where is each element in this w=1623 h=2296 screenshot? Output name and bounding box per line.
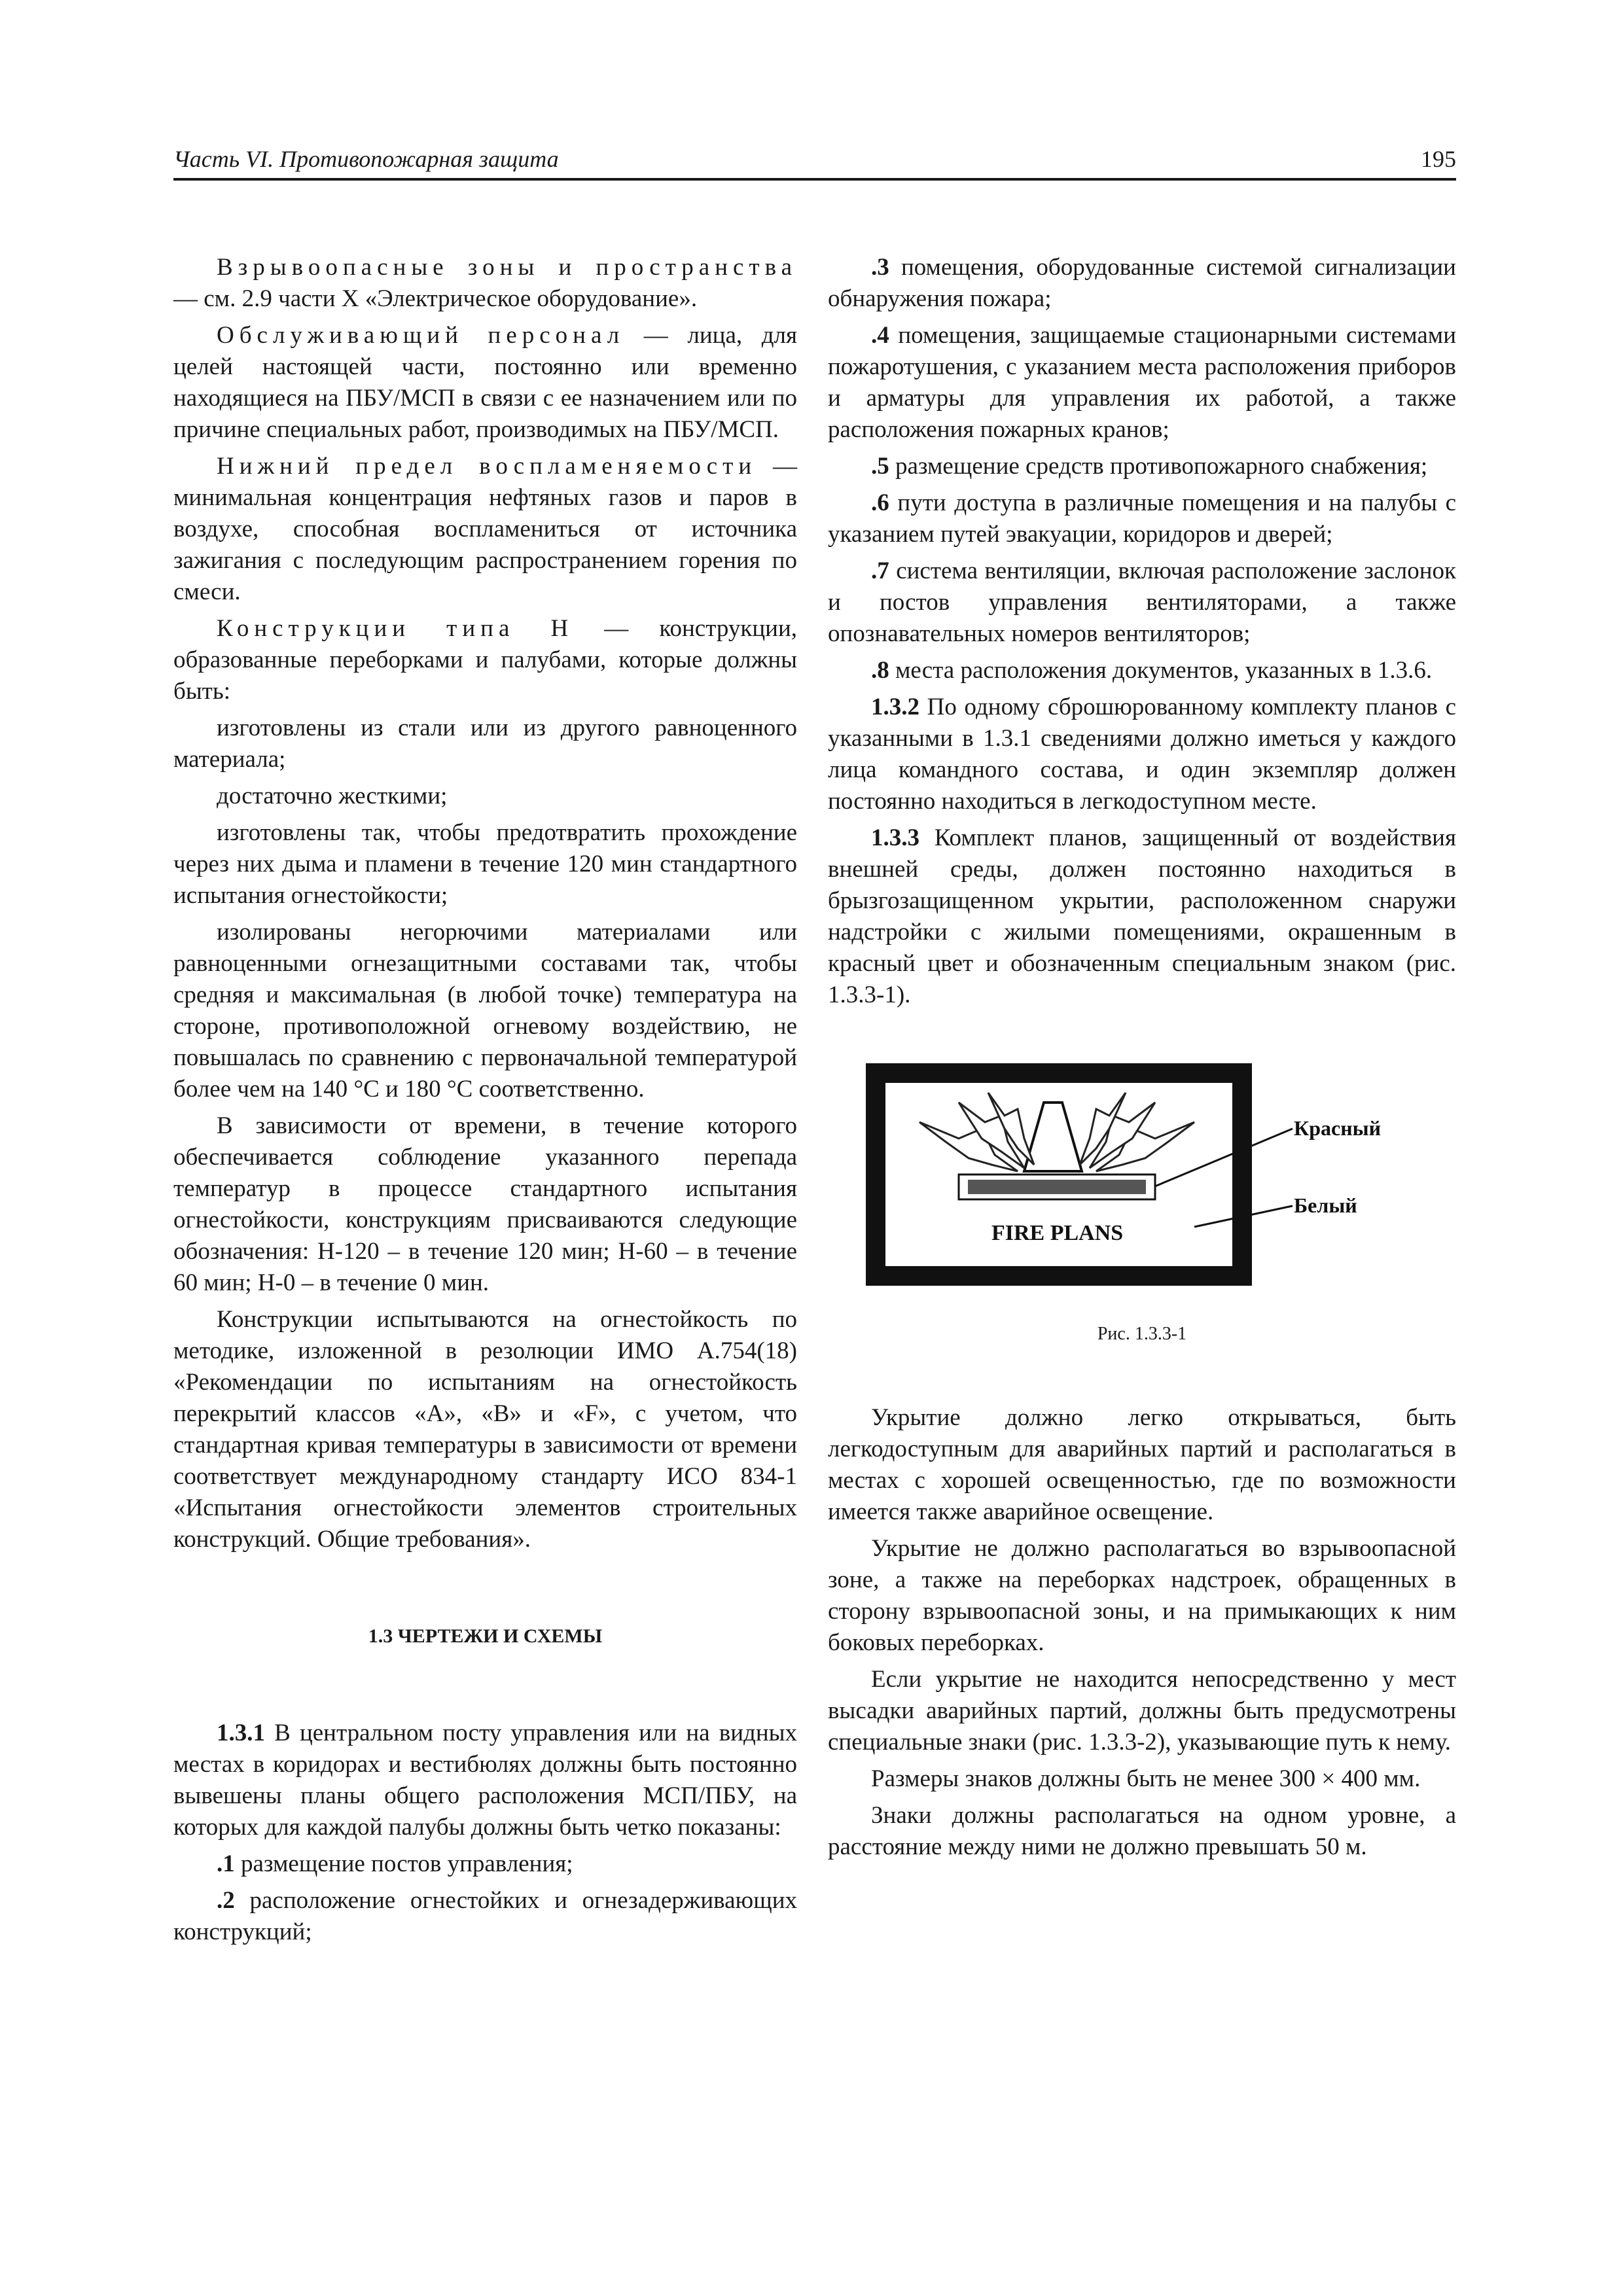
defined-term: Конструкции типа Н bbox=[217, 615, 574, 642]
list-item: .7 система вентиляции, включая расположение заслонок и постов управления вентиляторами, а также опознавательных номеров вентиляторов; bbox=[828, 557, 1456, 647]
running-title: Часть VI. Противопожарная защита bbox=[173, 146, 559, 172]
label-red: Красный bbox=[1294, 1116, 1382, 1140]
numbered-paragraph: 1.3.2 По одному сброшюрованному комплекту планов с указанными в 1.3.1 сведениями должно иметься у каждого лица командного состава, и один экземпляр должен постоянно находиться в легкодоступном месте. bbox=[828, 694, 1456, 815]
definition-paragraph: Конструкции типа Н — конструкции, образованные переборками и палубами, которые должны быть: bbox=[173, 615, 797, 705]
page-header bbox=[173, 139, 1456, 181]
body-paragraph: Укрытие не должно располагаться во взрывоопасной зоне, а также на переборках надстроек, обращенных в сторону взрывоопасной зоны, и на примыкающих к ним боковых переборках. bbox=[828, 1535, 1456, 1656]
definition-paragraph: Взрывоопасные зоны и пространства — см. 2.9 части X «Электрическое оборудование». bbox=[173, 254, 797, 312]
list-item: .5 размещение средств противопожарного снабжения; bbox=[871, 453, 1428, 480]
item-number: .4 bbox=[871, 322, 889, 349]
label-white: Белый bbox=[1294, 1193, 1357, 1217]
body-paragraph: Конструкции испытываются на огнестойкость по методике, изложенной в резолюции ИМО А.754(18) «Рекомендации по испытаниям на огнестойкость перекрытий классов «А», «В» и «F», с учетом, что стандартная кривая температуры в зависимости от времени соответствует международному стандарту ИСО 834-1 «Испытания огнестойкости элементов строительных конструкций. Общие требования». bbox=[173, 1306, 797, 1553]
body-paragraph: Если укрытие не находится непосредственно у мест высадки аварийных партий, должны быть предусмотрены специальные знаки (рис. 1.3.3-2), указывающие путь к нему. bbox=[828, 1666, 1456, 1756]
defined-term: Нижний предел воспламеняемости bbox=[217, 453, 757, 480]
item-number: .6 bbox=[871, 489, 889, 516]
section-heading: 1.3 ЧЕРТЕЖИ И СХЕМЫ bbox=[368, 1625, 603, 1647]
paragraph-number: 1.3.3 bbox=[871, 824, 919, 851]
requirement-item: достаточно жесткими; bbox=[217, 783, 448, 809]
figure-caption: Рис. 1.3.3-1 bbox=[1097, 1324, 1187, 1344]
definition-paragraph: Нижний предел воспламеняемости — минимальная концентрация нефтяных газов и паров в воздухе, способная воспламениться от источника зажигания с последующим распространением горения по смеси. bbox=[173, 453, 797, 605]
fire-plans-sign-drawing bbox=[828, 1031, 1456, 1305]
list-item: .2 расположение огнестойких и огнезадерживающих конструкций; bbox=[173, 1887, 797, 1945]
item-number: .8 bbox=[871, 657, 889, 684]
defined-term: Взрывоопасные зоны и пространства bbox=[217, 254, 797, 281]
left-column bbox=[173, 252, 797, 1953]
right-column bbox=[828, 252, 1456, 1868]
body-paragraph: Знаки должны располагаться на одном уровне, а расстояние между ними не должно превышать 50 м. bbox=[828, 1802, 1456, 1860]
paragraph-number: 1.3.2 bbox=[871, 694, 919, 720]
fire-plans-sign-figure bbox=[828, 1031, 1456, 1305]
list-item: .1 размещение постов управления; bbox=[217, 1850, 573, 1877]
numbered-paragraph: 1.3.1 В центральном посту управления или на видных местах в коридорах и вестибюлях должны быть постоянно вывешены планы общего расположения МСП/ПБУ, на которых для каждой палубы должны быть четко показаны: bbox=[173, 1720, 797, 1841]
list-item: .8 места расположения документов, указанных в 1.3.6. bbox=[871, 657, 1433, 684]
body-paragraph: Размеры знаков должны быть не менее 300 × 400 мм. bbox=[871, 1765, 1421, 1792]
item-number: .1 bbox=[217, 1850, 235, 1877]
item-number: .3 bbox=[871, 254, 889, 281]
header-rule bbox=[173, 178, 1456, 181]
body-paragraph: В зависимости от времени, в течение которого обеспечивается соблюдение указанного перепада температур в процессе стандартного испытания огнестойкости, конструкциям присваиваются следующие обозначения: Н-120 – в течение 120 мин; Н-60 – в течение 60 мин; Н-0 – в течение 0 мин. bbox=[173, 1112, 797, 1296]
list-item: .6 пути доступа в различные помещения и на палубы с указанием путей эвакуации, коридоров и дверей; bbox=[828, 489, 1456, 548]
defined-term: Обслуживающий персонал bbox=[217, 322, 625, 349]
body-paragraph: Укрытие должно легко открываться, быть легкодоступным для аварийных партий и располагаться в местах с хорошей освещенностью, где по возможности имеется также аварийное освещение. bbox=[828, 1404, 1456, 1525]
list-item: .3 помещения, оборудованные системой сигнализации обнаружения пожара; bbox=[828, 254, 1456, 312]
item-number: .5 bbox=[871, 453, 889, 480]
numbered-paragraph: 1.3.3 Комплект планов, защищенный от воздействия внешней среды, должен постоянно находиться в брызгозащищенном укрытии, расположенном снаружи надстройки с жилыми помещениями, окрашенным в красный цвет и обозначенным специальным знаком (рис. 1.3.3-1). bbox=[828, 824, 1456, 1008]
page-number: 195 bbox=[1421, 146, 1456, 172]
requirement-item: изготовлены из стали или из другого равноценного материала; bbox=[173, 715, 797, 773]
requirement-item: изготовлены так, чтобы предотвратить прохождение через них дыма и пламени в течение 120 мин стандартного испытания огнестойкости; bbox=[173, 819, 797, 909]
paragraph-number: 1.3.1 bbox=[217, 1720, 265, 1746]
item-number: .7 bbox=[871, 557, 889, 584]
sign-text: FIRE PLANS bbox=[991, 1221, 1124, 1245]
requirement-item: изолированы негорючими материалами или равноценными огнезащитными составами так, чтобы средняя и максимальная (в любой точке) температура на стороне, противоположной огневому воздействию, не повышалась по сравнению с первоначальной температурой более чем на 140 °C и 180 °C соответственно. bbox=[173, 919, 797, 1103]
document-bar-shading bbox=[968, 1180, 1146, 1194]
definition-paragraph: Обслуживающий персонал — лица, для целей настоящей части, постоянно или временно находящиеся на ПБУ/МСП в связи с ее назначением или по причине специальных работ, производимых на ПБУ/МСП. bbox=[173, 322, 798, 443]
item-number: .2 bbox=[217, 1887, 235, 1914]
list-item: .4 помещения, защищаемые стационарными системами пожаротушения, с указанием места расположения приборов и арматуры для управления их работой, а также расположения пожарных кранов; bbox=[828, 322, 1456, 443]
